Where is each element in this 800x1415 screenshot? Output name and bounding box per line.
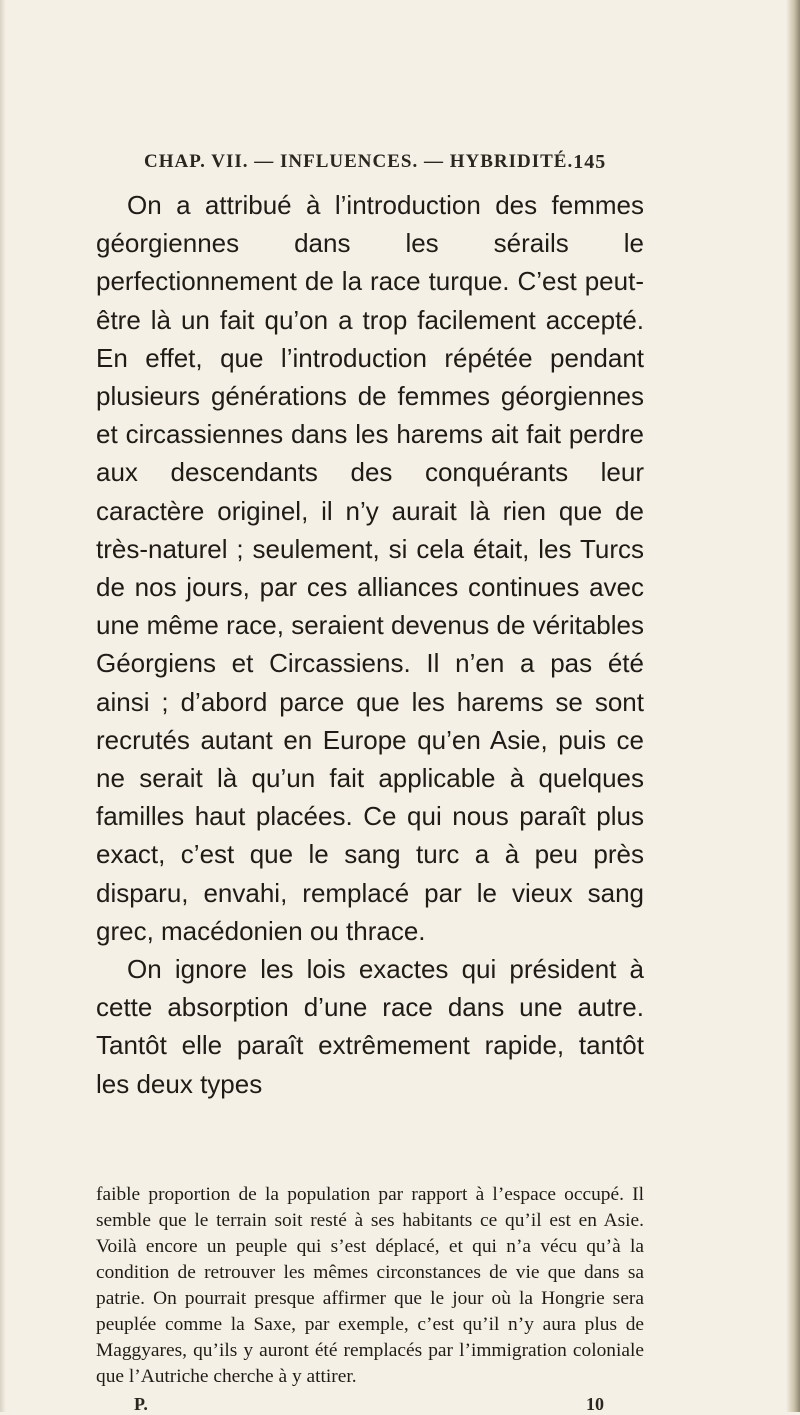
header-title: CHAP. VII. — INFLUENCES. — HYBRIDITÉ. xyxy=(144,151,574,172)
running-header xyxy=(144,148,607,176)
page-edge-right xyxy=(786,0,800,1412)
signature-number: 10 xyxy=(586,1394,604,1414)
page-edge-left xyxy=(0,0,6,1412)
footnote xyxy=(96,1182,644,1390)
paragraph-1: On a attribué à l’introduction des femmes géorgiennes dans les sérails le perfectionnement de la race turque. C’est peut-être là un fait qu’on a trop facilement accepté. En effet, que l’introduction répétée pendant plusieurs générations de femmes géorgiennes et circassiennes dans les harems ait fait perdre aux descendants des conquérants leur caractère originel, il n’y aurait là rien que de très-naturel ; seulement, si cela était, les Turcs de nos jours, par ces alliances continues avec une même race, seraient devenus de véritables Géorgiens et Circassiens. Il n’en a pas été ainsi ; d’abord parce que les harems se sont recrutés autant en Europe qu’en Asie, puis ce ne serait là qu’un fait applicable à quelques familles haut placées. Ce qui nous paraît plus exact, c’est que le sang turc a à peu près disparu, envahi, remplacé par le vieux sang grec, macédonien ou thrace. xyxy=(96,190,644,946)
main-text xyxy=(96,186,644,1103)
paragraph-2: On ignore les lois exactes qui président à cette absorption d’une race dans une autre. Tantôt elle paraît extrêmement rapide, tantôt les deux types xyxy=(96,954,644,1099)
footnote-text: faible proportion de la population par rapport à l’espace occupé. Il semble que le terrain soit resté à ses habitants ce qu’il est en Asie. Voilà encore un peuple qui s’est déplacé, et qui n’a vécu qu’à la condition de retrouver les mêmes circonstances de vie que dans sa patrie. On pourrait presque affirmer que le jour où la Hongrie sera peuplée comme la Saxe, par exemple, c’est qu’il n’y aura plus de Maggyares, qu’ils y auront été remplacés par l’immigration coloniale que l’Autriche cherche à y attirer. xyxy=(96,1184,644,1387)
signature-letter: P. xyxy=(134,1394,148,1414)
page-number: 145 xyxy=(573,150,607,173)
